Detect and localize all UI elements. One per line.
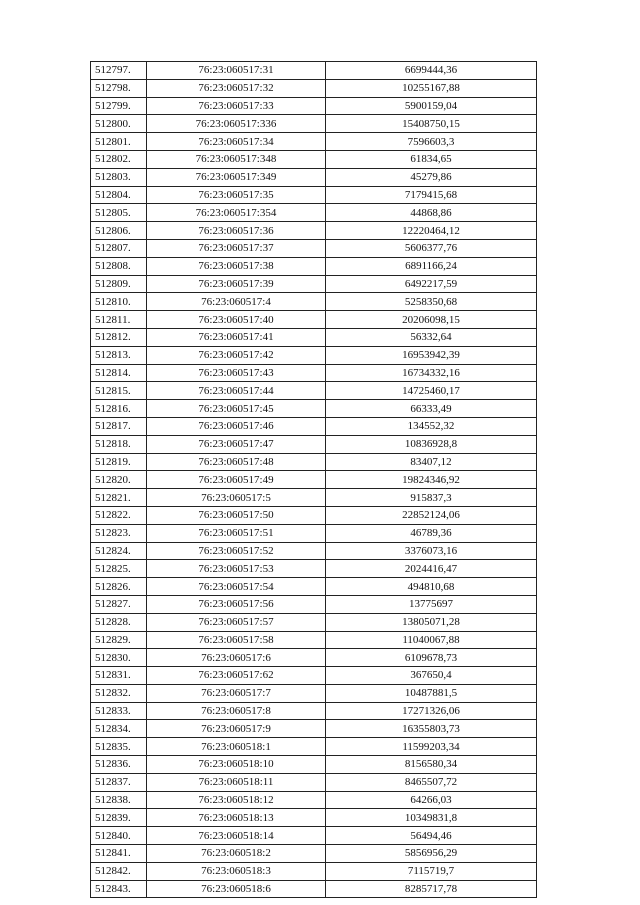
row-number-cell: 512835. [91,738,147,756]
table-row [91,168,537,186]
cadastral-value-cell: 7115719,7 [326,862,537,880]
row-number-cell: 512797. [91,62,147,80]
cadastral-number-cell: 76:23:060517:52 [147,542,326,560]
cadastral-value-cell: 11599203,34 [326,738,537,756]
row-number-cell: 512827. [91,595,147,613]
row-number-cell: 512836. [91,756,147,774]
row-number-cell: 512808. [91,257,147,275]
cadastral-number-cell: 76:23:060517:36 [147,222,326,240]
cadastral-value-cell: 61834,65 [326,150,537,168]
cadastral-value-cell: 56494,46 [326,827,537,845]
row-number-cell: 512812. [91,328,147,346]
table-row [91,489,537,507]
cadastral-value-cell: 16734332,16 [326,364,537,382]
cadastral-value-cell: 3376073,16 [326,542,537,560]
cadastral-number-cell: 76:23:060517:7 [147,684,326,702]
cadastral-number-cell: 76:23:060517:35 [147,186,326,204]
row-number-cell: 512832. [91,684,147,702]
row-number-cell: 512817. [91,417,147,435]
row-number-cell: 512811. [91,311,147,329]
table-row [91,435,537,453]
cadastral-value-cell: 66333,49 [326,400,537,418]
cadastral-value-cell: 10349831,8 [326,809,537,827]
table-row [91,115,537,133]
cadastral-number-cell: 76:23:060517:33 [147,97,326,115]
table-row [91,328,537,346]
row-number-cell: 512825. [91,560,147,578]
table-row [91,738,537,756]
table-row [91,524,537,542]
table-row [91,809,537,827]
cadastral-number-cell: 76:23:060517:43 [147,364,326,382]
cadastral-number-cell: 76:23:060517:34 [147,133,326,151]
cadastral-value-cell: 5856956,29 [326,845,537,863]
cadastral-number-cell: 76:23:060517:349 [147,168,326,186]
row-number-cell: 512837. [91,773,147,791]
cadastral-value-cell: 10255167,88 [326,79,537,97]
table-row [91,222,537,240]
row-number-cell: 512814. [91,364,147,382]
cadastral-number-cell: 76:23:060517:40 [147,311,326,329]
cadastral-value-cell: 13775697 [326,595,537,613]
cadastral-value-cell: 5900159,04 [326,97,537,115]
cadastral-number-cell: 76:23:060517:56 [147,595,326,613]
table-row [91,133,537,151]
row-number-cell: 512821. [91,489,147,507]
cadastral-value-cell: 14725460,17 [326,382,537,400]
row-number-cell: 512813. [91,346,147,364]
table-row [91,204,537,222]
cadastral-value-cell: 64266,03 [326,791,537,809]
cadastral-number-cell: 76:23:060518:10 [147,756,326,774]
row-number-cell: 512839. [91,809,147,827]
table-row [91,239,537,257]
table-row [91,400,537,418]
table-row [91,382,537,400]
cadastral-number-cell: 76:23:060517:49 [147,471,326,489]
table-row [91,293,537,311]
table-row [91,364,537,382]
row-number-cell: 512823. [91,524,147,542]
cadastral-value-cell: 16953942,39 [326,346,537,364]
cadastral-value-cell: 5258350,68 [326,293,537,311]
table-row [91,150,537,168]
table-row [91,560,537,578]
row-number-cell: 512804. [91,186,147,204]
cadastral-value-cell: 19824346,92 [326,471,537,489]
cadastral-number-cell: 76:23:060517:336 [147,115,326,133]
row-number-cell: 512818. [91,435,147,453]
row-number-cell: 512831. [91,667,147,685]
table-row [91,667,537,685]
table-row [91,257,537,275]
cadastral-number-cell: 76:23:060517:348 [147,150,326,168]
cadastral-number-cell: 76:23:060517:32 [147,79,326,97]
cadastral-number-cell: 76:23:060518:6 [147,880,326,898]
cadastral-value-cell: 17271326,06 [326,702,537,720]
row-number-cell: 512815. [91,382,147,400]
table-body [91,62,537,898]
cadastral-value-cell: 5606377,76 [326,239,537,257]
table-row [91,97,537,115]
row-number-cell: 512820. [91,471,147,489]
table-row [91,595,537,613]
cadastral-value-cell: 46789,36 [326,524,537,542]
table-row [91,631,537,649]
cadastral-number-cell: 76:23:060517:38 [147,257,326,275]
row-number-cell: 512810. [91,293,147,311]
row-number-cell: 512806. [91,222,147,240]
cadastral-number-cell: 76:23:060518:1 [147,738,326,756]
cadastral-number-cell: 76:23:060517:57 [147,613,326,631]
cadastral-number-cell: 76:23:060517:51 [147,524,326,542]
cadastral-number-cell: 76:23:060517:5 [147,489,326,507]
row-number-cell: 512840. [91,827,147,845]
cadastral-number-cell: 76:23:060517:47 [147,435,326,453]
table-row [91,791,537,809]
cadastral-number-cell: 76:23:060517:41 [147,328,326,346]
cadastral-number-cell: 76:23:060517:45 [147,400,326,418]
table-row [91,79,537,97]
cadastral-value-cell: 6109678,73 [326,649,537,667]
cadastral-value-cell: 10487881,5 [326,684,537,702]
row-number-cell: 512828. [91,613,147,631]
row-number-cell: 512799. [91,97,147,115]
table-row [91,862,537,880]
cadastral-value-cell: 8465507,72 [326,773,537,791]
cadastral-number-cell: 76:23:060517:46 [147,417,326,435]
cadastral-number-cell: 76:23:060517:53 [147,560,326,578]
row-number-cell: 512833. [91,702,147,720]
cadastral-value-cell: 8285717,78 [326,880,537,898]
row-number-cell: 512824. [91,542,147,560]
cadastral-number-cell: 76:23:060517:354 [147,204,326,222]
row-number-cell: 512798. [91,79,147,97]
row-number-cell: 512809. [91,275,147,293]
cadastral-value-cell: 6891166,24 [326,257,537,275]
cadastral-number-cell: 76:23:060517:37 [147,239,326,257]
cadastral-number-cell: 76:23:060517:54 [147,578,326,596]
table-row [91,773,537,791]
row-number-cell: 512802. [91,150,147,168]
row-number-cell: 512822. [91,506,147,524]
cadastral-number-cell: 76:23:060518:2 [147,845,326,863]
cadastral-number-cell: 76:23:060517:48 [147,453,326,471]
row-number-cell: 512843. [91,880,147,898]
cadastral-value-cell: 44868,86 [326,204,537,222]
cadastral-number-cell: 76:23:060518:3 [147,862,326,880]
row-number-cell: 512841. [91,845,147,863]
cadastral-number-cell: 76:23:060518:14 [147,827,326,845]
cadastral-number-cell: 76:23:060518:11 [147,773,326,791]
cadastral-number-cell: 76:23:060517:31 [147,62,326,80]
cadastral-value-cell: 12220464,12 [326,222,537,240]
table-row [91,417,537,435]
row-number-cell: 512803. [91,168,147,186]
row-number-cell: 512829. [91,631,147,649]
table-row [91,186,537,204]
cadastral-value-cell: 16355803,73 [326,720,537,738]
row-number-cell: 512838. [91,791,147,809]
cadastral-number-cell: 76:23:060517:62 [147,667,326,685]
table-row [91,471,537,489]
cadastral-value-cell: 15408750,15 [326,115,537,133]
row-number-cell: 512816. [91,400,147,418]
cadastral-number-cell: 76:23:060517:50 [147,506,326,524]
cadastral-value-cell: 2024416,47 [326,560,537,578]
table-row [91,578,537,596]
cadastral-value-cell: 367650,4 [326,667,537,685]
table-row [91,880,537,898]
row-number-cell: 512807. [91,239,147,257]
table-row [91,756,537,774]
cadastral-value-cell: 6699444,36 [326,62,537,80]
cadastral-value-cell: 8156580,34 [326,756,537,774]
table-row [91,62,537,80]
row-number-cell: 512805. [91,204,147,222]
table-row [91,506,537,524]
table-row [91,311,537,329]
cadastral-value-cell: 45279,86 [326,168,537,186]
cadastral-value-cell: 7179415,68 [326,186,537,204]
row-number-cell: 512800. [91,115,147,133]
cadastral-value-cell: 22852124,06 [326,506,537,524]
table-row [91,649,537,667]
table-row [91,720,537,738]
cadastral-number-cell: 76:23:060518:13 [147,809,326,827]
row-number-cell: 512830. [91,649,147,667]
cadastral-number-cell: 76:23:060517:44 [147,382,326,400]
table-row [91,542,537,560]
cadastral-value-cell: 11040067,88 [326,631,537,649]
cadastral-value-cell: 83407,12 [326,453,537,471]
table-row [91,845,537,863]
cadastral-value-cell: 7596603,3 [326,133,537,151]
cadastral-number-cell: 76:23:060517:8 [147,702,326,720]
cadastral-value-cell: 10836928,8 [326,435,537,453]
cadastral-value-cell: 915837,3 [326,489,537,507]
table-row [91,346,537,364]
table-row [91,702,537,720]
cadastral-number-cell: 76:23:060517:39 [147,275,326,293]
cadastral-number-cell: 76:23:060518:12 [147,791,326,809]
table-row [91,684,537,702]
row-number-cell: 512842. [91,862,147,880]
cadastral-value-table [90,61,537,898]
row-number-cell: 512826. [91,578,147,596]
cadastral-number-cell: 76:23:060517:4 [147,293,326,311]
row-number-cell: 512819. [91,453,147,471]
cadastral-value-cell: 20206098,15 [326,311,537,329]
table-row [91,275,537,293]
cadastral-number-cell: 76:23:060517:6 [147,649,326,667]
cadastral-value-cell: 134552,32 [326,417,537,435]
table-row [91,453,537,471]
cadastral-value-cell: 13805071,28 [326,613,537,631]
table-row [91,613,537,631]
row-number-cell: 512801. [91,133,147,151]
cadastral-number-cell: 76:23:060517:42 [147,346,326,364]
cadastral-number-cell: 76:23:060517:58 [147,631,326,649]
cadastral-value-cell: 494810,68 [326,578,537,596]
cadastral-value-cell: 56332,64 [326,328,537,346]
table-row [91,827,537,845]
row-number-cell: 512834. [91,720,147,738]
cadastral-value-cell: 6492217,59 [326,275,537,293]
cadastral-number-cell: 76:23:060517:9 [147,720,326,738]
